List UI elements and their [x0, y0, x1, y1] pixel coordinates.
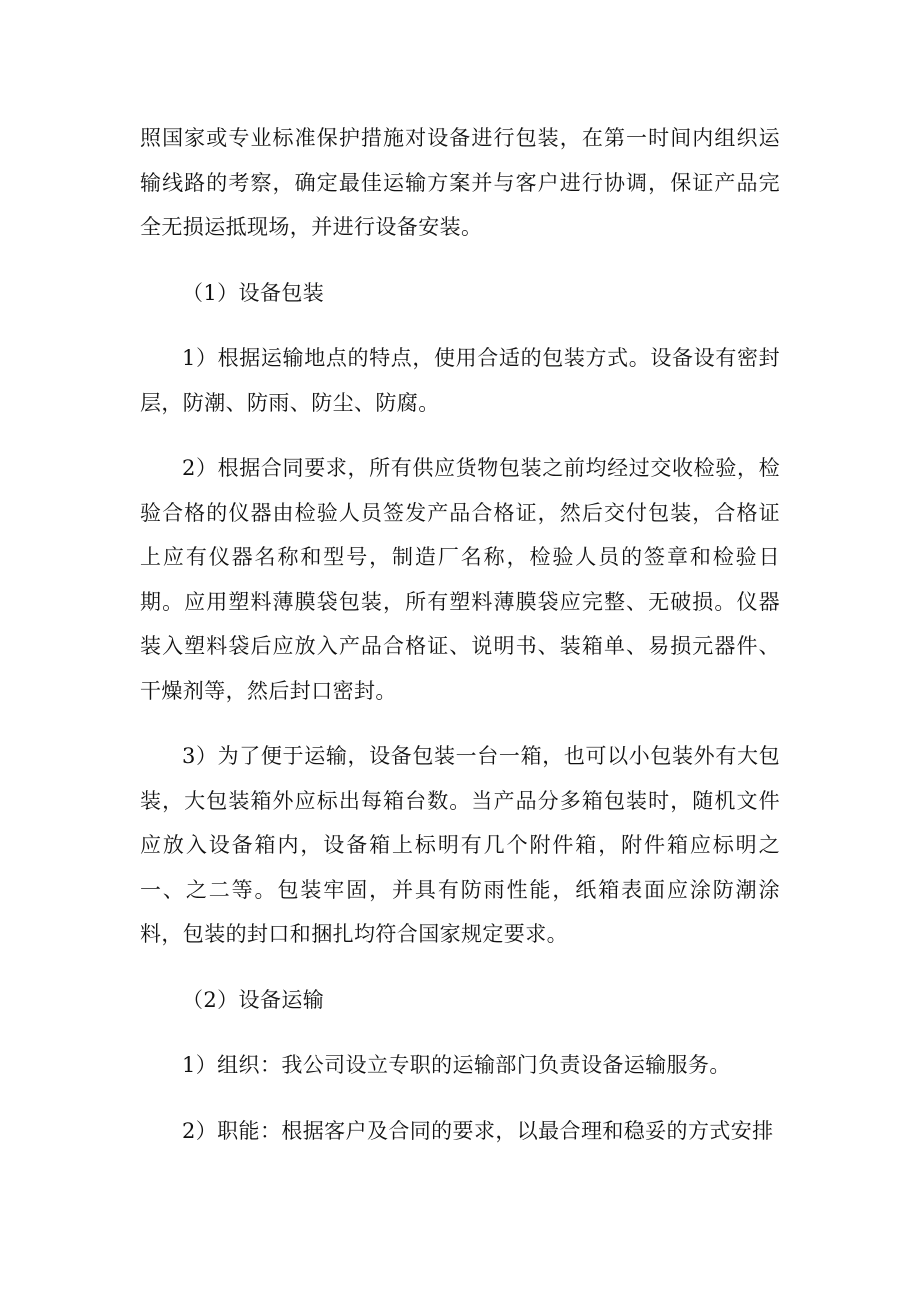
paragraph-transport-2: 2）职能：根据客户及合同的要求，以最合理和稳妥的方式安排	[182, 1118, 774, 1143]
paragraph-transport-1: 1）组织：我公司设立专职的运输部门负责设备运输服务。	[182, 1053, 731, 1077]
paragraph-packaging-3: 3）为了便于运输，设备包装一台一箱，也可以小包装外有大包装，大包装箱外应标出每箱台数。当产品分多箱包装时，随机文件应放入设备箱内，设备箱上标明有几个附件箱，附件箱应标明之一、之二等。包装牢固，并具有防雨性能，纸箱表面应涂防潮涂料，包装的封口和捆扎均符合国家规定要求。	[140, 744, 780, 946]
document-page	[140, 116, 780, 1174]
paragraph-packaging-1: 1）根据运输地点的特点，使用合适的包装方式。设备设有密封层，防潮、防雨、防尘、防腐。	[140, 346, 780, 415]
section-heading-packaging: （1）设备包装	[182, 280, 325, 305]
paragraph-packaging-2: 2）根据合同要求，所有供应货物包装之前均经过交收检验，检验合格的仪器由检验人员签发产品合格证，然后交付包装，合格证上应有仪器名称和型号，制造厂名称，检验人员的签章和检验日期。应用塑料薄膜袋包装，所有塑料薄膜袋应完整、无破损。仪器装入塑料袋后应放入产品合格证、说明书、装箱单、易损元器件、干燥剂等，然后封口密封。	[140, 456, 780, 703]
paragraph-intro: 照国家或专业标准保护措施对设备进行包装，在第一时间内组织运输线路的考察，确定最佳运输方案并与客户进行协调，保证产品完全无损运抵现场，并进行设备安装。	[140, 126, 780, 239]
section-heading-transport: （2）设备运输	[182, 987, 325, 1012]
